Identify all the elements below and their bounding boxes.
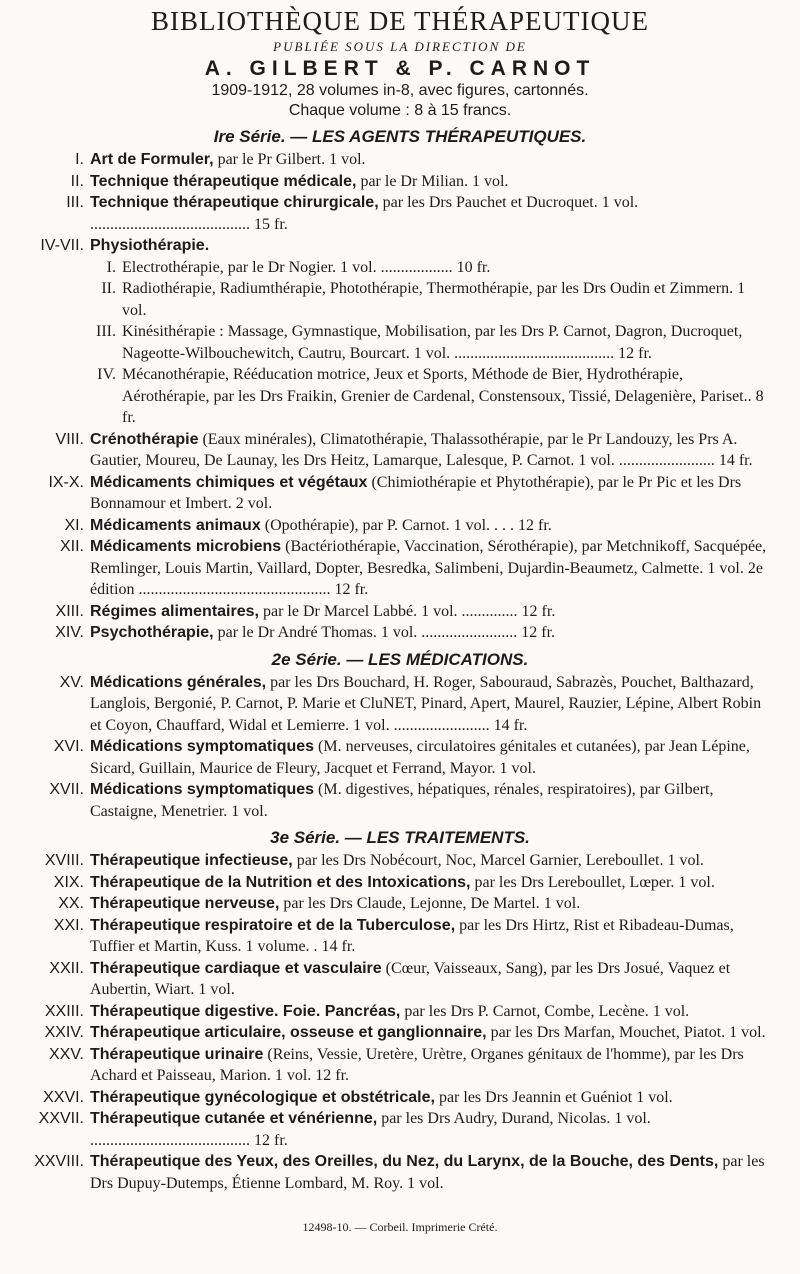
entry-number: XIX.	[53, 873, 84, 891]
entry-detail: (M. digestives, hépatiques, rénales, respiratoires), par Gilbert, Castaigne, Menetrier. 1 vol.	[90, 781, 714, 820]
sub-item-number: IV.	[97, 366, 116, 383]
entry-number: XXVIII.	[34, 1153, 84, 1170]
entry-number: XXII.	[49, 959, 84, 977]
list-item	[30, 235, 770, 429]
entry-detail: par les Drs Audry, Durand, Nicolas. 1 vol. ........................................ 12 fr.	[90, 1110, 651, 1149]
list-item	[30, 736, 770, 779]
entry-detail: (Chimiothérapie et Phytothérapie), par le Pr Pic et les Drs Bonnamour et Imbert. 2 vol.	[90, 473, 742, 512]
entry-title: Médications symptomatiques	[90, 781, 315, 798]
entry-title: Thérapeutique cardiaque et vasculaire	[90, 959, 382, 977]
publication-info: 1909-1912, 28 volumes in-8, avec figures, cartonnés.	[211, 82, 589, 99]
sub-item-text: Kinésithérapie : Massage, Gymnastique, Mobilisation, par les Drs P. Carnot, Dagron, Ducroquet, Nageotte-Wilbouchewitch, Cautru, Bourcart. 1 vol. ........................................ 12 fr.	[122, 323, 743, 362]
price-note: Chaque volume : 8 à 15 francs.	[288, 102, 512, 119]
entry-title: Médicaments animaux	[90, 516, 261, 534]
entry-list	[30, 672, 770, 823]
list-item	[30, 872, 770, 894]
entry-number: VIII.	[55, 430, 84, 448]
list-item	[30, 149, 770, 171]
entry-list	[30, 850, 770, 1194]
entry-number: XVIII.	[44, 852, 84, 869]
list-item	[30, 1001, 770, 1023]
entry-detail: par le Dr André Thomas. 1 vol. ........................ 12 fr.	[213, 624, 556, 641]
entry-number: XII.	[59, 538, 84, 555]
entry-list	[30, 149, 770, 644]
entry-detail: par les Drs Marfan, Mouchet, Piatot. 1 vol.	[486, 1024, 766, 1041]
sub-item-text: Electrothérapie, par le Dr Nogier. 1 vol. .................. 10 fr.	[122, 258, 491, 276]
entry-title: Psychothérapie,	[90, 624, 214, 641]
list-item	[30, 536, 770, 601]
list-item	[30, 672, 770, 737]
sub-item-text: Mécanothérapie, Rééducation motrice, Jeux et Sports, Méthode de Bier, Hydrothérapie, Aérothérapie, par les Drs Fraikin, Grenier de Cardenal, Constensoux, Tissié, Delagenière, Pariset.. 8 fr.	[122, 366, 764, 426]
entry-number: XVII.	[49, 781, 84, 798]
list-item	[30, 1022, 770, 1044]
authors: A. GILBERT & P. CARNOT	[204, 57, 596, 80]
entry-detail: (M. nerveuses, circulatoires génitales et cutanées), par Jean Lépine, Sicard, Guillain, Maurice de Fleury, Jacquet et Ferrand, Mayor. 1 vol.	[90, 738, 750, 777]
entry-title: Thérapeutique respiratoire et de la Tuberculose,	[90, 916, 456, 934]
list-item	[30, 1108, 770, 1151]
list-item	[30, 429, 770, 472]
page-title: BIBLIOTHÈQUE DE THÉRAPEUTIQUE	[151, 6, 649, 36]
entry-title: Régimes alimentaires,	[90, 602, 259, 620]
entry-title: Technique thérapeutique chirurgicale,	[90, 194, 379, 211]
entry-title: Thérapeutique des Yeux, des Oreilles, du Nez, du Larynx, de la Bouche, des Dents,	[90, 1153, 719, 1170]
list-item	[30, 850, 770, 872]
entry-number: XXVII.	[38, 1110, 84, 1127]
entry-number: XX.	[58, 895, 84, 912]
series-heading: 3e Série. — LES TRAITEMENTS.	[270, 828, 530, 847]
series-heading: Ire Série. — LES AGENTS THÉRAPEUTIQUES.	[213, 127, 587, 146]
sub-item-number: III.	[96, 323, 116, 340]
subtitle: PUBLIÉE SOUS LA DIRECTION DE	[273, 39, 527, 54]
sub-item-number: II.	[101, 280, 116, 297]
entry-detail: par le Dr Milian. 1 vol.	[356, 172, 509, 190]
entry-detail: par les Drs Hirtz, Rist et Ribadeau-Dumas, Tuffier et Martin, Kuss. 1 volume. . 14 fr.	[90, 916, 734, 955]
entry-title: Technique thérapeutique médicale,	[90, 172, 357, 190]
page	[30, 0, 770, 1235]
entry-detail: par les Drs Bouchard, H. Roger, Sabouraud, Sabrazès, Pouchet, Balthazard, Langlois, Bergonié, P. Carnot, P. Marie et CluNET, Pinard, Apert, Maurel, Rauzier, Lépine, Albert Robin et Coyon, Chauffard, Widal et Lemierre. 1 vol. ........................ 14 fr.	[90, 673, 762, 734]
entry-detail: par le Dr Marcel Labbé. 1 vol. .............. 12 fr.	[258, 602, 556, 620]
entry-title: Médicaments microbiens	[90, 538, 282, 555]
entry-title: Thérapeutique infectieuse,	[90, 852, 293, 869]
entry-detail: par les Drs Pauchet et Ducroquet. 1 vol. ........................................ 15 fr.	[90, 194, 639, 233]
entry-detail: par les Drs Jeannin et Guéniot 1 vol.	[434, 1088, 673, 1106]
list-item	[30, 893, 770, 915]
list-item	[30, 192, 770, 235]
sub-item-number: I.	[106, 258, 116, 276]
entry-title: Médicaments chimiques et végétaux	[90, 473, 368, 491]
entry-title: Thérapeutique urinaire	[90, 1045, 264, 1063]
entry-number: XXVI.	[43, 1088, 84, 1106]
list-item	[30, 1044, 770, 1087]
entry-number: XXV.	[49, 1045, 84, 1063]
list-item	[30, 1087, 770, 1109]
entry-title: Thérapeutique de la Nutrition et des Intoxications,	[90, 873, 471, 891]
entry-number: XXIV.	[44, 1024, 84, 1041]
entry-title: Art de Formuler,	[90, 151, 214, 168]
entry-title: Physiothérapie.	[90, 237, 210, 254]
entry-number: XXI.	[53, 916, 84, 934]
entry-number: II.	[70, 172, 84, 190]
sub-item	[90, 278, 770, 321]
entry-number: XIV.	[55, 624, 84, 641]
entry-detail: (Reins, Vessie, Uretère, Urètre, Organes génitaux de l'homme), par les Drs Achard et Paisseau, Marion. 1 vol. 12 fr.	[90, 1045, 744, 1084]
list-item	[30, 958, 770, 1001]
entry-title: Médications symptomatiques	[90, 738, 315, 755]
entry-number: III.	[66, 194, 84, 211]
entry-number: XI.	[64, 516, 84, 534]
list-item	[30, 915, 770, 958]
printer-footer: 12498-10. — Corbeil. Imprimerie Crété.	[302, 1220, 498, 1234]
entry-title: Thérapeutique articulaire, osseuse et ganglionnaire,	[90, 1024, 487, 1041]
entry-number: IV-VII.	[40, 237, 84, 254]
list-item	[30, 779, 770, 822]
entry-number: XVI.	[53, 738, 84, 755]
entry-detail: (Bactériothérapie, Vaccination, Sérothérapie), par Metchnikoff, Sacquépée, Remlinger, Louis Martin, Vaillard, Dopter, Besredka, Salimbeni, Dujardin-Beaumetz, Calmette. 1 vol. 2e édition ................................................ 12 fr.	[90, 538, 767, 598]
entry-detail: par les Drs Nobécourt, Noc, Marcel Garnier, Lereboullet. 1 vol.	[292, 852, 704, 869]
series-heading: 2e Série. — LES MÉDICATIONS.	[271, 649, 529, 669]
list-item	[30, 472, 770, 515]
sub-item	[90, 321, 770, 364]
list-item	[30, 1151, 770, 1194]
entry-number: XXIII.	[44, 1002, 84, 1020]
entry-title: Thérapeutique gynécologique et obstétricale,	[90, 1088, 435, 1106]
entry-detail: (Cœur, Vaisseaux, Sang), par les Drs Josué, Vaquez et Aubertin, Wiart. 1 vol.	[90, 959, 731, 998]
entry-title: Médications générales,	[90, 673, 267, 691]
sub-item	[90, 257, 770, 279]
sub-item-text: Radiothérapie, Radiumthérapie, Photothérapie, Thermothérapie, par les Drs Oudin et Zimmern. 1 vol.	[122, 280, 746, 319]
list-item	[30, 515, 770, 537]
list-item	[30, 601, 770, 623]
entry-number: IX-X.	[48, 473, 84, 491]
entry-detail: par les Drs Lereboullet, Lœper. 1 vol.	[470, 873, 715, 891]
entry-title: Crénothérapie	[90, 430, 199, 448]
entry-detail: (Opothérapie), par P. Carnot. 1 vol. . . . 12 fr.	[260, 516, 552, 534]
entry-title: Thérapeutique digestive. Foie. Pancréas,	[90, 1002, 401, 1020]
sub-item	[90, 364, 770, 429]
entry-detail: (Eaux minérales), Climatothérapie, Thalassothérapie, par le Pr Landouzy, les Prs A. Gautier, Moureu, De Launay, les Drs Heitz, Lamarque, Lalesque, P. Carnot. 1 vol. ........................ 14 fr.	[90, 430, 753, 469]
entry-number: I.	[75, 151, 84, 168]
entry-detail: par les Drs P. Carnot, Combe, Lecène. 1 vol.	[400, 1002, 690, 1020]
entry-detail: par les Drs Dupuy-Dutemps, Étienne Lombard, M. Roy. 1 vol.	[90, 1153, 765, 1192]
list-item	[30, 622, 770, 644]
entry-number: XIII.	[55, 602, 84, 620]
list-item	[30, 171, 770, 193]
entry-number: XV.	[59, 673, 84, 691]
series-list	[30, 127, 770, 1194]
entry-title: Thérapeutique nerveuse,	[90, 895, 280, 912]
entry-detail: par le Pr Gilbert. 1 vol.	[213, 151, 366, 168]
entry-title: Thérapeutique cutanée et vénérienne,	[90, 1110, 378, 1127]
entry-detail: par les Drs Claude, Lejonne, De Martel. 1 vol.	[279, 895, 581, 912]
